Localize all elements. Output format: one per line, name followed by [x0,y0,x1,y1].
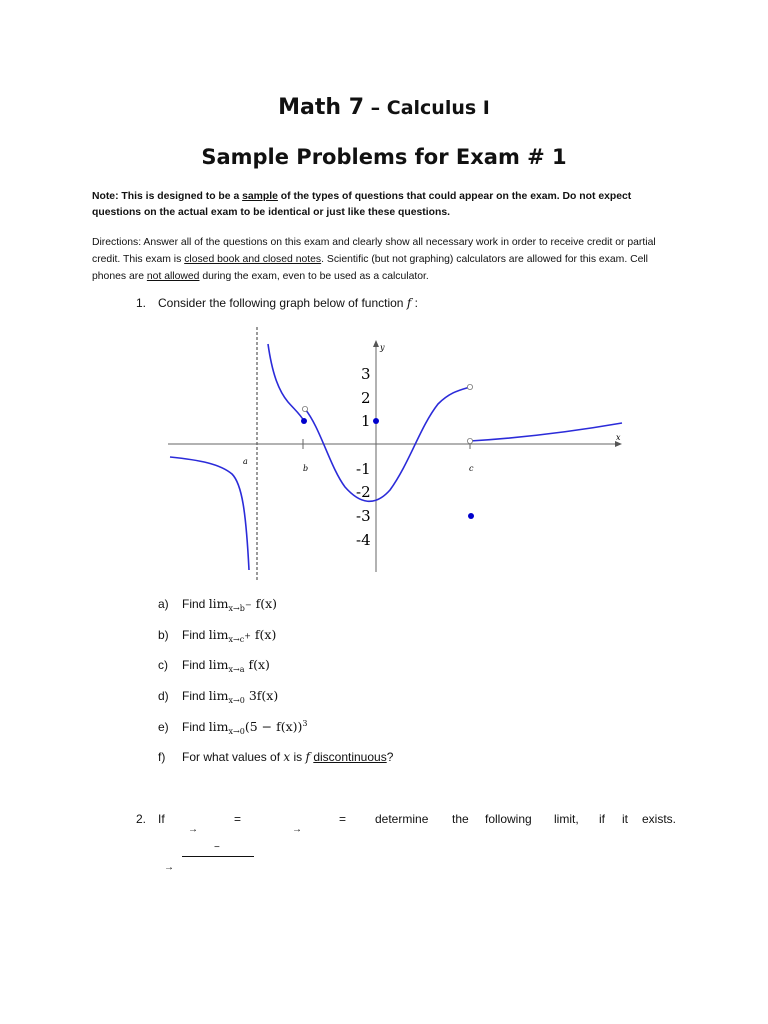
question-2-eq-1: = [234,812,242,826]
y-tick-neg4: -4 [356,531,371,549]
part-e-power: 3 [302,719,308,728]
page-title-course [0,95,768,120]
part-c-label: c) [158,658,168,672]
arrow-3: → [164,862,174,873]
y-tick-neg1: -1 [356,460,371,478]
directions-paragraph [92,234,682,285]
part-e-expr: (5 − f(x)) [244,719,303,735]
part-d-find: Find [182,689,209,703]
curve-left-branch [170,457,249,570]
question-1-number: 1. [136,296,147,310]
part-f-text-2: is [290,750,306,764]
question-2-word: limit, [554,812,579,826]
part-e-find: Find [182,720,209,735]
directions-text-2: . Scientific (but not graphing) calculators are allowed for this exam. Cell phones are [92,254,648,282]
question-2-word: if [599,812,605,826]
part-b [158,627,276,644]
question-2-word: it [622,812,628,826]
y-tick-neg3: -3 [356,507,371,525]
part-f-func: f [305,750,310,764]
part-c-math [209,657,270,672]
note-text-2: of the types of questions that could appear on the exam. Do not expect questions on the actual exam to be identical or just like these questions. [92,191,632,218]
part-a [158,596,277,613]
part-f-var: x [283,750,291,764]
x-axis-label: x [616,433,621,442]
part-b-label: b) [158,628,169,642]
y-tick-neg2: -2 [356,483,371,501]
question-1-func: f [406,296,412,310]
lim: lim [208,657,229,672]
directions-underline-2: not allowed [146,271,200,282]
directions-text-1: Directions: Answer all of the questions on this exam and clearly show all necessary work in order to receive credit or partial credit. This exam is [92,237,656,265]
curve-asymptote-to-b [268,344,304,421]
question-2-eq-2: = [339,812,347,826]
part-c-expr: f(x) [244,657,270,672]
part-a-expr: f(x) [251,596,277,611]
arrow-1: → [188,824,198,835]
part-d-label: d) [158,689,169,703]
directions-text-3: during the exam, even to be used as a calculator. [199,271,429,282]
question-2-word: determine [375,812,429,826]
label-c: c [469,464,474,473]
lim: lim [208,627,229,642]
fraction-bar [182,856,254,857]
note-paragraph [92,189,682,221]
function-graph [160,322,630,582]
question-1-text: Consider the following graph below of function [158,296,407,310]
open-point-c-upper [467,384,472,389]
lim-side: + [244,631,251,641]
closed-point-y-axis [373,418,379,424]
part-a-find: Find [182,597,209,611]
part-b-math [209,627,277,642]
part-f-underlined: discontinuous [313,750,387,764]
question-1 [136,296,418,310]
lim-sub: x→a [228,665,245,674]
part-d-math [209,688,279,703]
arrow-2: → [292,824,302,835]
y-axis-label: y [380,343,385,352]
label-a: a [243,457,248,466]
part-c-find: Find [182,658,209,672]
closed-point-b [301,418,307,424]
y-tick-1: 1 [361,412,371,430]
question-2-if: If [158,812,165,826]
curve-right-of-c [470,423,622,441]
lim-sub: x→0 [228,727,245,737]
part-e-label: e) [158,720,169,735]
lim: lim [208,688,229,703]
lim-sub: x→0 [228,696,245,705]
y-tick-2: 2 [361,389,371,407]
directions-underline-1: closed book and closed notes [184,254,322,265]
lim: lim [208,596,229,611]
part-e-math [208,719,308,737]
lim: lim [208,719,229,735]
closed-point-c-lower [468,513,474,519]
course-subject: Calculus I [386,97,490,119]
part-f [158,750,393,764]
question-2-number: 2. [136,812,147,826]
note-underlined: sample [242,191,278,202]
course-name: Math 7 [278,95,365,120]
open-point-b [302,406,307,411]
lim-sub: x→c [228,635,245,644]
question-2-word: the [452,812,469,826]
part-e [158,719,308,736]
minus-sign: − [214,842,220,853]
part-f-text-1: For what values of [182,750,284,764]
y-axis-arrow [373,340,379,347]
part-f-end: ? [386,750,394,764]
y-tick-3: 3 [361,365,371,383]
lim-sub: x→b [228,604,245,613]
part-c [158,657,270,674]
open-point-c-axis [467,438,472,443]
part-b-expr: f(x) [250,627,277,642]
part-a-label: a) [158,597,169,611]
question-2-word: following [485,812,532,826]
page-title: Sample Problems for Exam # 1 [201,145,567,169]
label-b: b [303,464,309,473]
lim-side: − [244,600,252,610]
part-d [158,688,278,705]
part-f-label: f) [158,750,166,764]
note-text-1: Note: This is designed to be a [92,191,243,202]
part-a-math [209,596,277,611]
part-d-expr: 3f(x) [244,688,279,703]
question-1-colon: : [411,296,418,310]
question-2-word: exists. [642,812,677,826]
part-b-find: Find [182,628,209,642]
title-dash: – [364,97,387,119]
